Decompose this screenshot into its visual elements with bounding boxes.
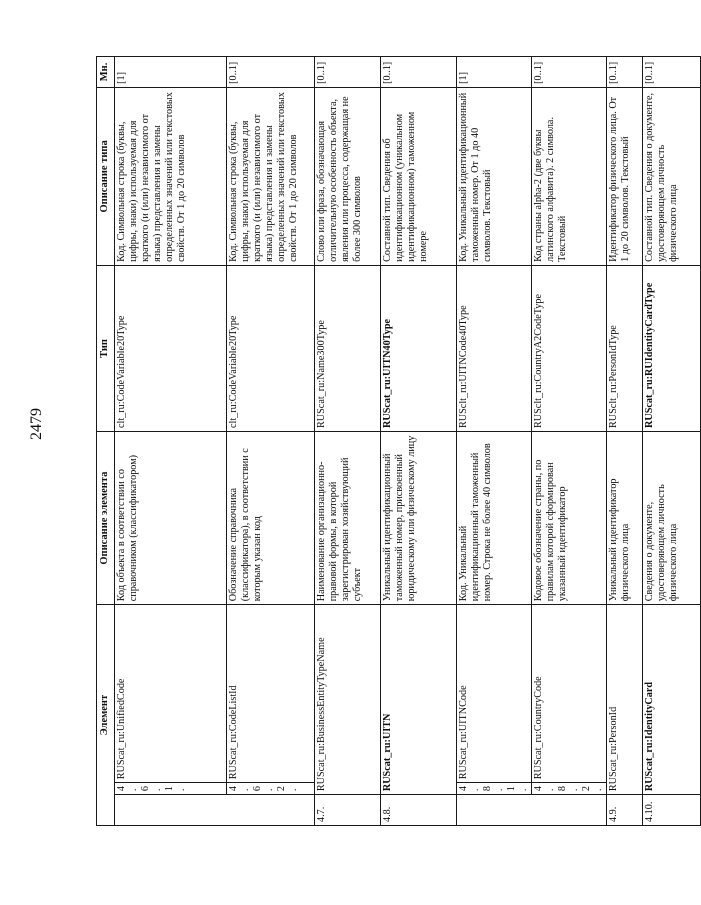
page-number: 2479 xyxy=(28,408,45,440)
multiplicity: [0..1] xyxy=(607,57,643,88)
table-row xyxy=(607,57,643,826)
multiplicity: [0..1] xyxy=(381,57,457,88)
multiplicity: [0..1] xyxy=(315,57,381,88)
element-name: RUScat_ru:BusinessEntityTypeName xyxy=(315,605,381,795)
row-number: 4.8.2. xyxy=(532,783,607,795)
row-number: 4.8. xyxy=(381,795,457,826)
element-description: Наименование организационно-правовой формы, в которой зарегистрирован хозяйствующий субъект xyxy=(315,432,381,605)
element-description: Кодовое обозначение страны, по правилам которой сформирован указанный идентификатор xyxy=(532,432,607,605)
type-name: RUSclt_ru:PersonIdType xyxy=(607,265,643,431)
header-element-description: Описание элемента xyxy=(97,432,115,605)
header-element: Элемент xyxy=(97,605,115,826)
indent-cell xyxy=(227,795,315,826)
multiplicity: [0..1] xyxy=(532,57,607,88)
indent-cell xyxy=(457,795,532,826)
type-description: Код. Символьная строка (буквы, цифры, знаки) используемая для краткого (и (или) независимого от языка) представления и замены определенных значений или текстовых свойств. От 1 до 20 символов xyxy=(227,87,315,265)
multiplicity: [1] xyxy=(115,57,227,88)
type-description: Составной тип. Сведения об идентификационном (уникальном идентификационном) таможенном номере xyxy=(381,87,457,265)
rotated-table-container xyxy=(96,56,680,826)
row-number: 4.6.1. xyxy=(115,783,227,795)
type-name: RUScat_ru:RUIdentityCardType xyxy=(643,265,701,431)
type-name: RUSclt_ru:UITNCode40Type xyxy=(457,265,532,431)
element-description: Код объекта в соответствии со справочником (классификатором) xyxy=(115,432,227,605)
element-name: RUScat_ru:CodeListId xyxy=(227,605,315,783)
row-number: 4.7. xyxy=(315,795,381,826)
element-description: Код. Уникальный идентификационный таможенный номер. Строка не более 40 символов xyxy=(457,432,532,605)
type-name: RUScat_ru:Name300Type xyxy=(315,265,381,431)
type-name: RUSclt_ru:CountryA2CodeType xyxy=(532,265,607,431)
type-description: Код. Символьная строка (буквы, цифры, знаки) используемая для краткого (и (или) независимого от языка) представления и замены определенных значений или текстовых свойств. От 1 до 20 символов xyxy=(115,87,227,265)
table-row xyxy=(315,57,381,826)
row-number: 4.8.1. xyxy=(457,783,532,795)
multiplicity: [0..1] xyxy=(643,57,701,88)
element-name: RUScat_ru:UITNCode xyxy=(457,605,532,783)
header-type: Тип xyxy=(97,265,115,431)
multiplicity: [0..1] xyxy=(227,57,315,88)
element-description: Уникальный идентификатор физического лица xyxy=(607,432,643,605)
element-description: Обозначение справочника (классификатора), в соответствии с которым указан код xyxy=(227,432,315,605)
type-name: clt_ru:CodeVariable20Type xyxy=(227,265,315,431)
multiplicity: [1] xyxy=(457,57,532,88)
table-row xyxy=(532,57,607,826)
table-row xyxy=(457,57,532,826)
element-description: Уникальный идентификационный таможенный номер, присвоенный юридическому или физическому лицу xyxy=(381,432,457,605)
indent-cell xyxy=(115,795,227,826)
type-description: Составной тип. Сведения о документе, удостоверяющем личность физического лица xyxy=(643,87,701,265)
element-name: RUScat_ru:IdentityCard xyxy=(643,605,701,795)
row-number: 4.10. xyxy=(643,795,701,826)
table-row xyxy=(115,57,227,826)
specification-table xyxy=(96,56,701,826)
element-name: RUScat_ru:CountryCode xyxy=(532,605,607,783)
table-row xyxy=(381,57,457,826)
element-name: RUScat_ru:PersonId xyxy=(607,605,643,795)
type-description: Слово или фраза, обозначающая отличительную особенность объекта, явления или процесса, содержащая не более 300 символов xyxy=(315,87,381,265)
type-description: Код страны alpha-2 (две буквы латинского алфавита). 2 символа. Текстовый xyxy=(532,87,607,265)
row-number: 4.6.2. xyxy=(227,783,315,795)
table-row xyxy=(643,57,701,826)
type-description: Идентификатор физического лица. От 1 до 20 символов. Текстовый xyxy=(607,87,643,265)
header-type-description: Описание типа xyxy=(97,87,115,265)
row-number: 4.9. xyxy=(607,795,643,826)
type-name: RUScat_ru:UITN40Type xyxy=(381,265,457,431)
element-description: Сведения о документе, удостоверяющем личность физического лица xyxy=(643,432,701,605)
header-multiplicity: Мн. xyxy=(97,57,115,88)
table-row xyxy=(227,57,315,826)
type-description: Код. Уникальный идентификационный таможенный номер. От 1 до 40 символов. Текстовый xyxy=(457,87,532,265)
type-name: clt_ru:CodeVariable20Type xyxy=(115,265,227,431)
header-row xyxy=(97,57,115,826)
indent-cell xyxy=(532,795,607,826)
element-name: RUScat_ru:UITN xyxy=(381,605,457,795)
element-name: RUScat_ru:UnifiedCode xyxy=(115,605,227,783)
